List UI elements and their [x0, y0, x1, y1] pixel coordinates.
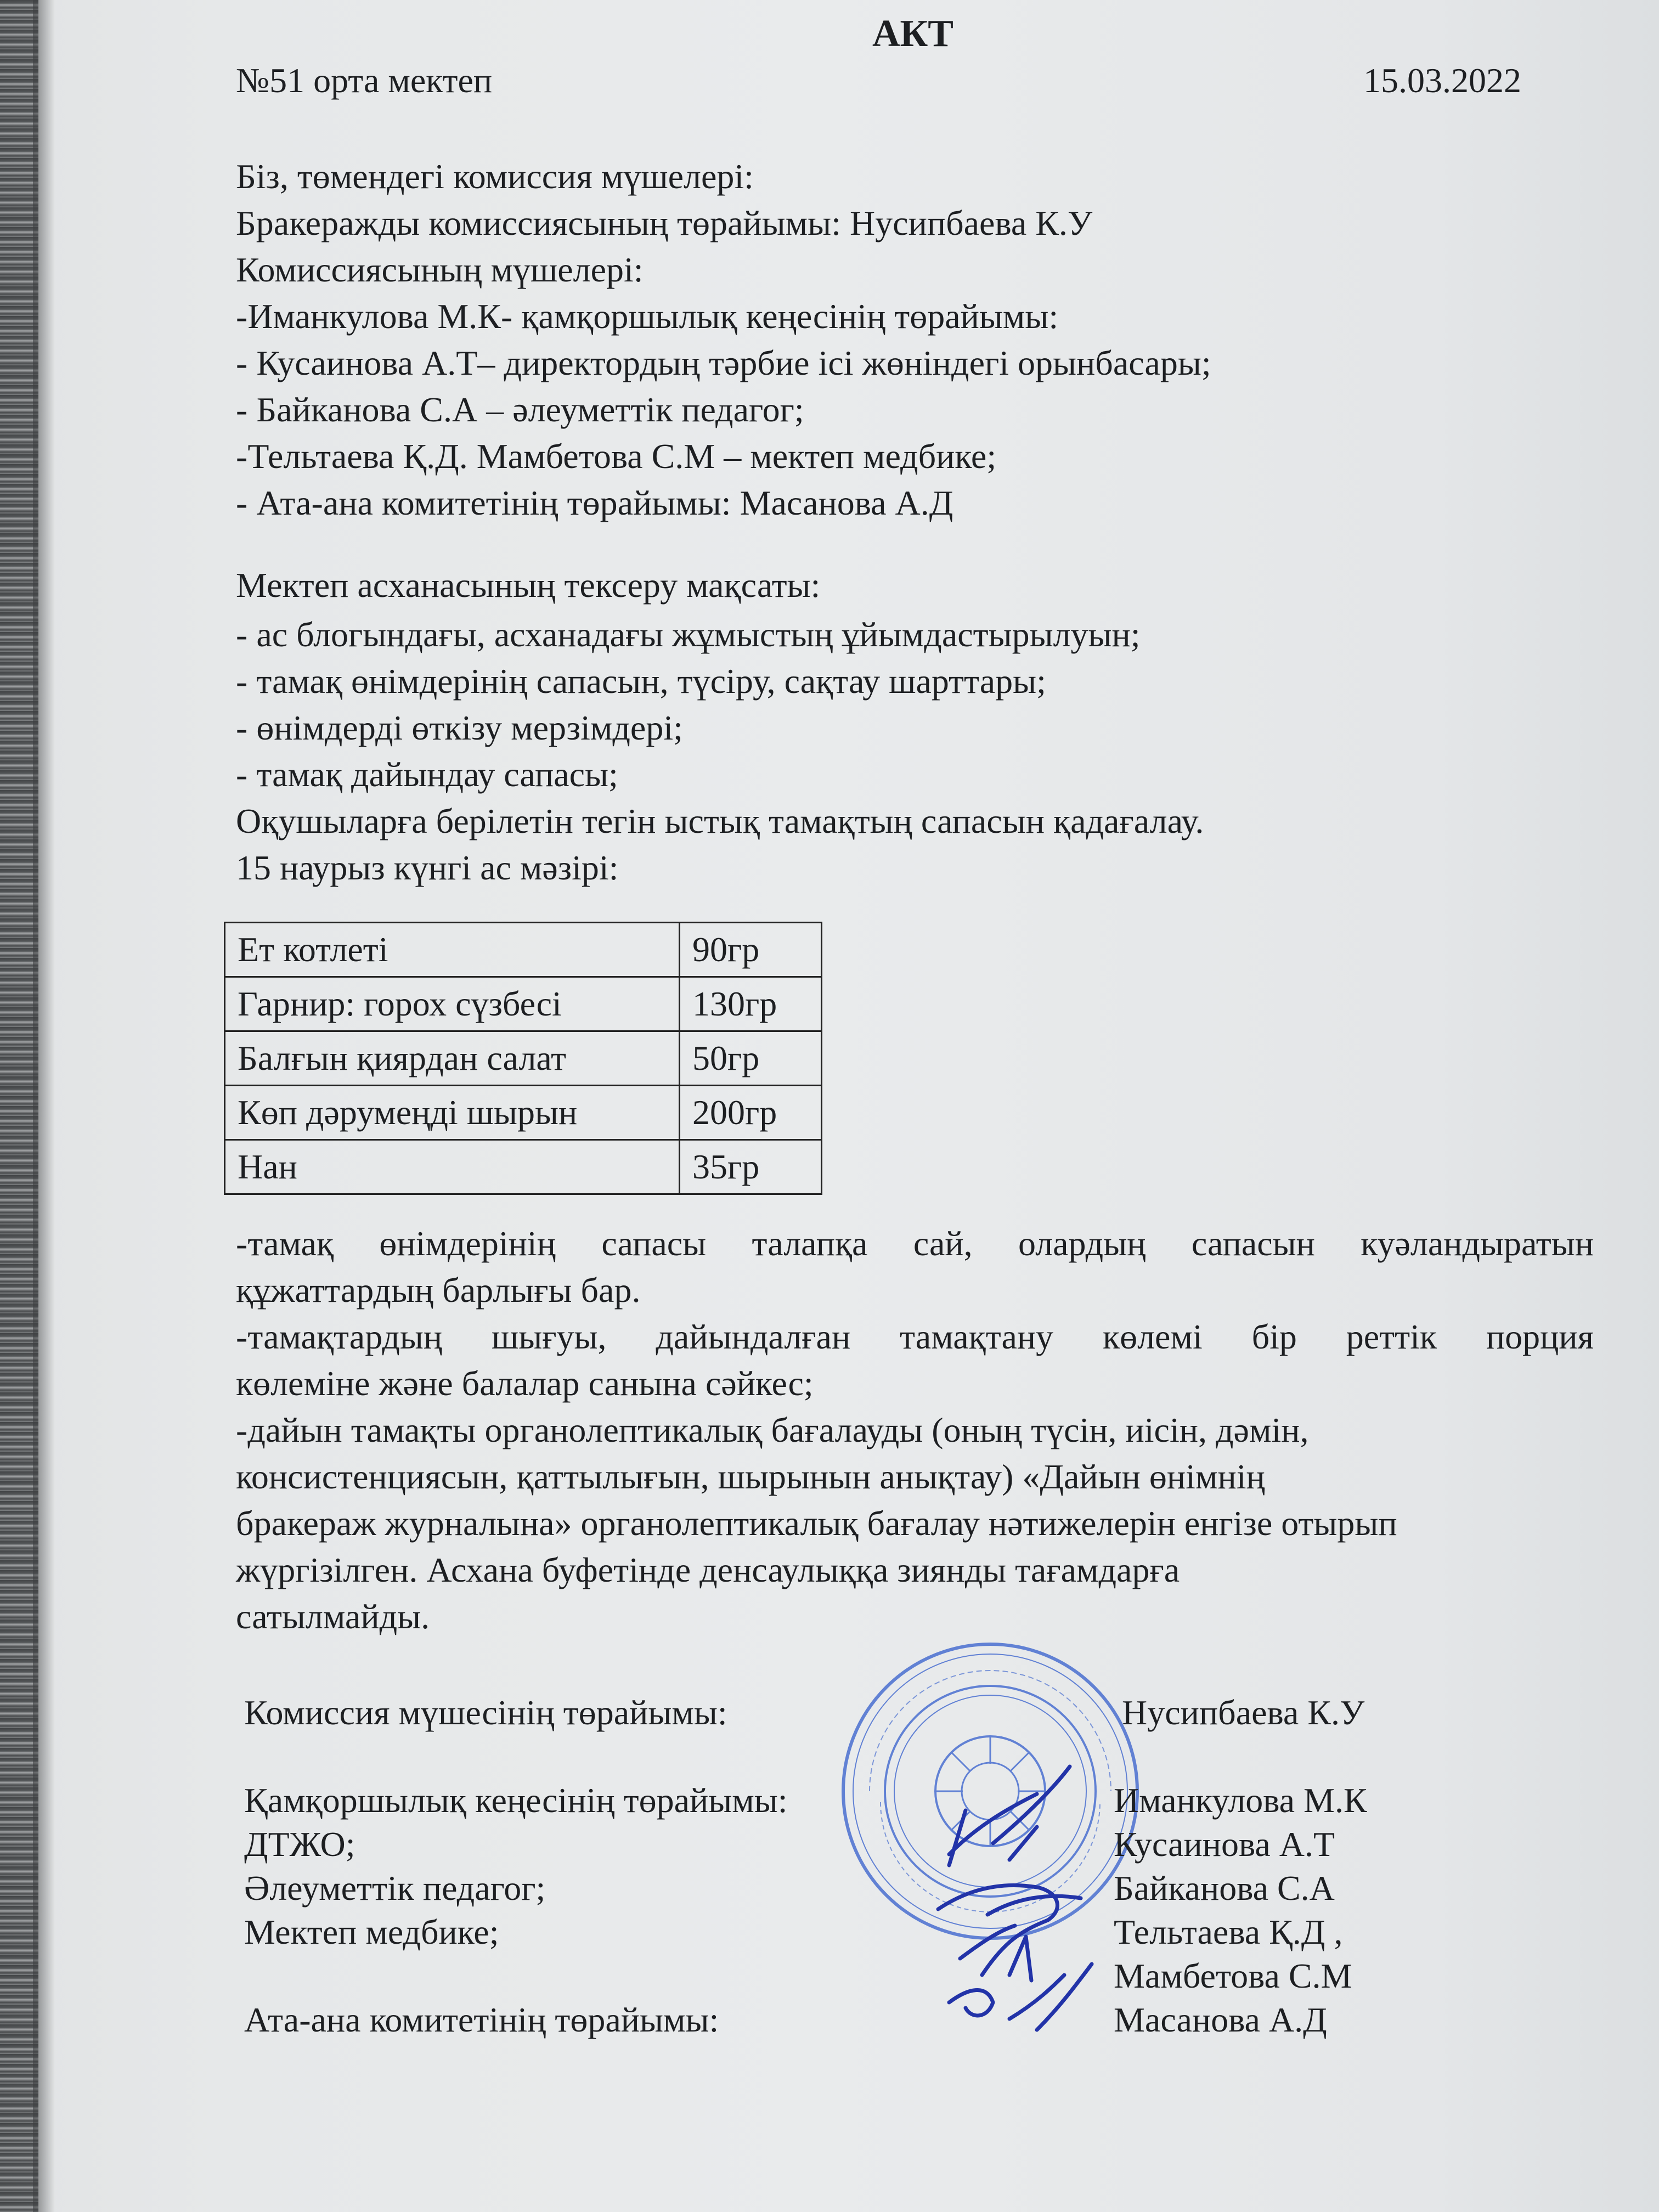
sign-role-nurse: Мектеп медбике; [244, 1912, 499, 1951]
finding-line: -тамақтардың шығуы, дайындалған тамақтану көлемі бір реттік порция [236, 1317, 1594, 1356]
menu-table [224, 922, 822, 1195]
sign-role-social: Әлеуметтік педагог; [244, 1869, 546, 1908]
sign-role-parent: Ата-ана комитетінің төрайымы: [244, 2000, 719, 2039]
menu-item: Көп дәрумеңді шырын [225, 1086, 680, 1140]
purpose-item: - ас блогындағы, асханадағы жұмыстың ұйымдастырылуын; [236, 615, 1141, 654]
finding-line: -дайын тамақты органолептикалық бағалауды (оның түсін, иісін, дәмін, [236, 1410, 1309, 1449]
finding-line: бракераж журналына» органолептикалық бағалау нәтижелерін енгізе отырып [236, 1504, 1397, 1543]
sign-name-parent: Масанова А.Д [1114, 2000, 1327, 2039]
sign-name-chair: Нусипбаева К.У [1122, 1693, 1365, 1732]
commission-member: -Иманкулова М.К- қамқоршылық кеңесінің төрайымы: [236, 297, 1059, 336]
sign-name-social: Байканова С.А [1114, 1869, 1335, 1908]
table-row [225, 1031, 822, 1086]
table-row [225, 977, 822, 1031]
table-row [225, 923, 822, 977]
finding-line: көлеміне және балалар санына сәйкес; [236, 1364, 814, 1403]
menu-heading: 15 наурыз күнгі ас мәзірі: [236, 848, 619, 887]
sign-role-dtzho: ДТЖО; [244, 1825, 356, 1864]
scan-edge-shadow [33, 0, 55, 2212]
document-title: АКТ [872, 13, 953, 55]
purpose-item: - өнімдерді өткізу мерзімдері; [236, 708, 683, 747]
sign-role-board: Қамқоршылық кеңесінің төрайымы: [244, 1781, 788, 1820]
finding-line: құжаттардың барлығы бар. [236, 1271, 641, 1310]
table-row [225, 1086, 822, 1140]
menu-weight: 90гр [680, 923, 822, 977]
document-date: 15.03.2022 [1363, 61, 1521, 100]
commission-member: - Байканова С.А – әлеуметтік педагог; [236, 390, 804, 429]
sign-role-chair: Комиссия мүшесінің төрайымы: [244, 1693, 727, 1732]
commission-chair: Бракеражды комиссиясының төрайымы: Нусипбаева К.У [236, 204, 1093, 242]
menu-item: Балғын қиярдан салат [225, 1031, 680, 1086]
purpose-heading: Мектеп асханасының тексеру мақсаты: [236, 566, 821, 605]
finding-line: -тамақ өнімдерінің сапасы талапқа сай, олардың сапасын куәландыратын [236, 1224, 1594, 1263]
control-statement: Оқушыларға берілетін тегін ыстық тамақтың сапасын қадағалау. [236, 802, 1204, 840]
menu-weight: 200гр [680, 1086, 822, 1140]
commission-members-label: Комиссиясының мүшелері: [236, 250, 644, 289]
commission-member: - Кусаинова А.Т– директордың тәрбие ісі жөніндегі орынбасары; [236, 343, 1211, 382]
finding-line: консистенциясын, қаттылығын, шырынын анықтау) «Дайын өнімнің [236, 1457, 1265, 1496]
menu-weight: 35гр [680, 1140, 822, 1194]
menu-weight: 130гр [680, 977, 822, 1031]
sign-name-nurse: Тельтаева Қ.Д , [1114, 1912, 1343, 1951]
sign-name-board: Иманкулова М.К [1114, 1781, 1367, 1820]
table-row [225, 1140, 822, 1194]
menu-item: Ет котлеті [225, 923, 680, 977]
menu-item: Гарнир: горох сүзбесі [225, 977, 680, 1031]
school-name: №51 орта мектеп [236, 61, 493, 100]
finding-line: жүргізілген. Асхана буфетінде денсаулыққа зиянды тағамдарға [236, 1550, 1180, 1589]
sign-name-dtzho: Кусаинова А.Т [1114, 1825, 1335, 1864]
finding-line: сатылмайды. [236, 1597, 430, 1636]
commission-member: -Тельтаева Қ.Д. Мамбетова С.М – мектеп медбике; [236, 437, 997, 476]
purpose-item: - тамақ дайындау сапасы; [236, 755, 618, 794]
purpose-item: - тамақ өнімдерінің сапасын, түсіру, сақтау шарттары; [236, 662, 1046, 701]
commission-member: - Ата-ана комитетінің төрайымы: Масанова А.Д [236, 483, 953, 522]
sign-name-nurse: Мамбетова С.М [1114, 1956, 1352, 1995]
menu-weight: 50гр [680, 1031, 822, 1086]
menu-item: Нан [225, 1140, 680, 1194]
commission-intro: Біз, төмендегі комиссия мүшелері: [236, 157, 754, 196]
